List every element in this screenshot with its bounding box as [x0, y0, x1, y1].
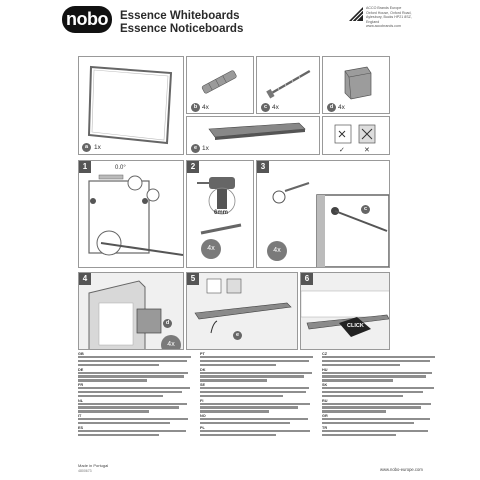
- part-d-panel: [322, 56, 390, 114]
- language-code: DE: [78, 367, 84, 372]
- product-code: 4800673: [78, 469, 92, 473]
- level-board-illustration: [79, 161, 184, 268]
- part-quantity: 1x: [202, 145, 209, 152]
- language-code: RU: [322, 398, 328, 403]
- svg-text:✓: ✓: [339, 146, 345, 154]
- language-code: TR: [322, 425, 328, 430]
- step-4-panel: [78, 272, 184, 350]
- instructions-column-2: [200, 352, 315, 464]
- language-code: CZ: [322, 352, 328, 356]
- language-code: IT: [78, 414, 82, 419]
- part-letter-badge: e: [233, 331, 242, 340]
- part-letter-badge: d: [163, 319, 172, 328]
- level-angle-label: 0.0°: [115, 165, 126, 171]
- part-letter-badge: d: [327, 103, 336, 112]
- multilingual-instructions: [78, 352, 438, 464]
- step-2-panel: [186, 160, 254, 268]
- click-into-place-illustration: [301, 273, 390, 350]
- language-code: GR: [322, 414, 328, 419]
- part-quantity: 4x: [272, 104, 279, 111]
- magnet-warning-panel: [322, 116, 390, 155]
- language-code: ES: [78, 425, 84, 430]
- title-noticeboards: Essence Noticeboards: [120, 23, 244, 35]
- step-number: 3: [257, 161, 269, 173]
- language-code: PL: [200, 425, 205, 430]
- language-code: NL: [78, 398, 84, 403]
- step-1-panel: [78, 160, 184, 268]
- header: [0, 0, 480, 54]
- language-code: SE: [200, 383, 206, 388]
- step-3-panel: [256, 160, 390, 268]
- tray-install-illustration: [187, 273, 298, 350]
- language-code: NO: [200, 414, 206, 419]
- title-whiteboards: Essence Whiteboards: [120, 10, 240, 22]
- svg-text:✕: ✕: [364, 146, 370, 154]
- step-quantity: 4x: [267, 241, 287, 261]
- address-line: Oxford House, Oxford Road,: [366, 10, 412, 15]
- step-number: 6: [301, 273, 313, 285]
- drill-size-label: 6mm: [214, 210, 229, 216]
- step-number: 5: [187, 273, 199, 285]
- language-code: DK: [200, 367, 206, 372]
- part-quantity: 4x: [338, 104, 345, 111]
- language-code: GB: [78, 352, 84, 356]
- language-code: HU: [322, 367, 328, 372]
- made-in-label: Made in Portugal: [78, 463, 109, 468]
- click-label: CLICK: [347, 323, 364, 329]
- part-letter-badge: b: [191, 103, 200, 112]
- step-number: 1: [79, 161, 91, 173]
- nobo-logo: nobo: [62, 6, 112, 33]
- part-letter-badge: e: [191, 144, 200, 153]
- language-code: FI: [200, 398, 204, 403]
- part-letter-badge: a: [82, 143, 91, 152]
- step-quantity: 4x: [201, 239, 221, 259]
- part-quantity: 4x: [202, 104, 209, 111]
- magnet-warning-icon: [323, 117, 390, 155]
- part-letter-badge: c: [361, 205, 370, 214]
- part-a-panel: [78, 56, 184, 155]
- address-block: [366, 6, 436, 29]
- part-b-panel: [186, 56, 254, 114]
- step-number: 2: [187, 161, 199, 173]
- address-line: ACCO Brands Europe: [366, 6, 402, 10]
- part-letter-badge: c: [261, 103, 270, 112]
- instructions-column-1: [78, 352, 193, 464]
- part-quantity: 1x: [94, 144, 101, 151]
- address-line: Aylesbury, Bucks HP21 8SZ,: [366, 15, 412, 19]
- part-e-panel: [186, 116, 320, 155]
- language-code: SK: [322, 383, 328, 388]
- address-line: England: [366, 19, 380, 24]
- instructions-column-3: [322, 352, 437, 464]
- acco-logo-icon: [348, 6, 364, 22]
- website-url: www.nobo-europe.com: [380, 467, 423, 472]
- address-line: www.accobrands.com: [366, 24, 401, 28]
- step-5-panel: [186, 272, 298, 350]
- step-6-panel: [300, 272, 390, 350]
- whiteboard-illustration: [79, 57, 184, 155]
- step-quantity: 4x: [161, 335, 181, 350]
- step-number: 4: [79, 273, 91, 285]
- language-code: FR: [78, 383, 84, 388]
- language-code: PT: [200, 352, 205, 356]
- part-c-panel: [256, 56, 320, 114]
